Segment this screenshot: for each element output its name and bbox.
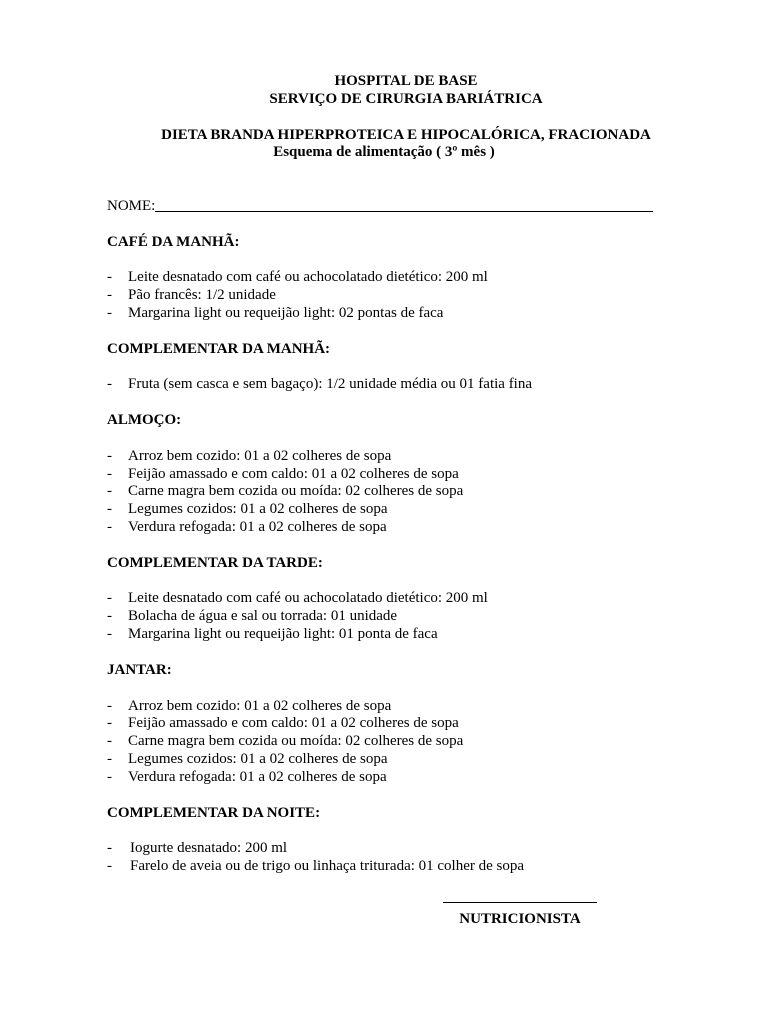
list-item-text: Legumes cozidos: 01 a 02 colheres de sopa	[128, 501, 388, 518]
list-item	[107, 519, 705, 537]
list-marker: -	[107, 715, 112, 732]
list-marker: -	[107, 287, 112, 304]
list-item-text: Leite desnatado com café ou achocolatado dietético: 200 ml	[128, 590, 488, 607]
list-item	[107, 608, 705, 626]
section-heading: ALMOÇO:	[107, 412, 182, 429]
diet-subtitle: Esquema de alimentação ( 3º mês )	[273, 144, 495, 161]
list-item-text: Feijão amassado e com caldo: 01 a 02 colheres de sopa	[128, 465, 459, 482]
list-item-text: Farelo de aveia ou de trigo ou linhaça triturada: 01 colher de sopa	[130, 858, 525, 875]
list-item	[107, 501, 705, 519]
list-item	[107, 287, 705, 305]
list-marker: -	[107, 269, 112, 286]
signature-block	[443, 902, 597, 929]
list-marker: -	[107, 608, 112, 625]
list-item-text: Verdura refogada: 01 a 02 colheres de sopa	[128, 519, 387, 536]
list-marker: -	[107, 465, 112, 482]
list-item-text: Verdura refogada: 01 a 02 colheres de sopa	[128, 768, 387, 785]
list-item-text: Bolacha de água e sal ou torrada: 01 unidade	[128, 608, 398, 625]
list-item-text: Iogurte desnatado: 200 ml	[130, 840, 288, 857]
list-item	[107, 376, 705, 394]
list-item	[107, 715, 705, 733]
document-body	[107, 73, 705, 876]
name-field	[107, 198, 705, 216]
food-list	[107, 590, 705, 644]
list-item	[107, 305, 705, 323]
food-list	[107, 840, 705, 876]
list-marker: -	[107, 697, 112, 714]
name-blank-line	[155, 211, 653, 212]
list-item-text: Feijão amassado e com caldo: 01 a 02 colheres de sopa	[128, 715, 459, 732]
food-list	[107, 376, 705, 394]
list-item-text: Arroz bem cozido: 01 a 02 colheres de sopa	[128, 447, 392, 464]
department-title: SERVIÇO DE CIRURGIA BARIÁTRICA	[269, 90, 543, 107]
list-item-text: Margarina light ou requeijão light: 02 pontas de faca	[128, 304, 444, 321]
list-marker: -	[107, 751, 112, 768]
list-item	[107, 590, 705, 608]
list-item	[107, 858, 705, 876]
section-jantar	[107, 662, 705, 787]
list-item-text: Arroz bem cozido: 01 a 02 colheres de sopa	[128, 697, 392, 714]
list-item	[107, 751, 705, 769]
list-item-text: Leite desnatado com café ou achocolatado dietético: 200 ml	[128, 269, 488, 286]
list-item	[107, 269, 705, 287]
list-item-text: Fruta (sem casca e sem bagaço): 1/2 unidade média ou 01 fatia fina	[128, 376, 533, 393]
list-item-text: Legumes cozidos: 01 a 02 colheres de sopa	[128, 751, 388, 768]
list-marker: -	[107, 501, 112, 518]
section-heading: COMPLEMENTAR DA NOITE:	[107, 804, 321, 821]
list-marker: -	[107, 858, 112, 875]
food-list	[107, 269, 705, 323]
institution-title: HOSPITAL DE BASE	[334, 73, 478, 89]
section-heading: CAFÉ DA MANHÃ:	[107, 233, 240, 250]
signature-line	[443, 902, 597, 903]
list-marker: -	[107, 590, 112, 607]
section-complementar-da-noite	[107, 805, 705, 876]
section-heading: COMPLEMENTAR DA MANHÃ:	[107, 340, 331, 357]
diet-title: DIETA BRANDA HIPERPROTEICA E HIPOCALÓRICA, FRACIONADA	[161, 126, 651, 143]
list-item	[107, 448, 705, 466]
list-marker: -	[107, 626, 112, 643]
section-heading: JANTAR:	[107, 661, 172, 678]
food-list	[107, 698, 705, 787]
list-marker: -	[107, 840, 112, 857]
list-item-text: Pão francês: 1/2 unidade	[128, 287, 276, 304]
list-item	[107, 769, 705, 787]
section-complementar-da-tarde	[107, 555, 705, 644]
list-marker: -	[107, 483, 112, 500]
list-item	[107, 698, 705, 716]
list-item	[107, 483, 705, 501]
name-label: NOME:	[107, 197, 156, 214]
section-cafe-da-manha	[107, 234, 705, 323]
list-marker: -	[107, 447, 112, 464]
section-heading: COMPLEMENTAR DA TARDE:	[107, 554, 323, 571]
list-item-text: Margarina light ou requeijão light: 01 ponta de faca	[128, 626, 438, 643]
list-item-text: Carne magra bem cozida ou moída: 02 colheres de sopa	[128, 483, 464, 500]
list-marker: -	[107, 304, 112, 321]
list-item	[107, 626, 705, 644]
list-item-text: Carne magra bem cozida ou moída: 02 colheres de sopa	[128, 733, 464, 750]
food-list	[107, 448, 705, 537]
list-marker: -	[107, 519, 112, 536]
signature-label: NUTRICIONISTA	[459, 911, 581, 927]
section-complementar-da-manha	[107, 341, 705, 395]
list-marker: -	[107, 376, 112, 393]
list-item	[107, 733, 705, 751]
section-almoco	[107, 412, 705, 537]
list-item	[107, 466, 705, 484]
list-item	[107, 840, 705, 858]
list-marker: -	[107, 768, 112, 785]
list-marker: -	[107, 733, 112, 750]
